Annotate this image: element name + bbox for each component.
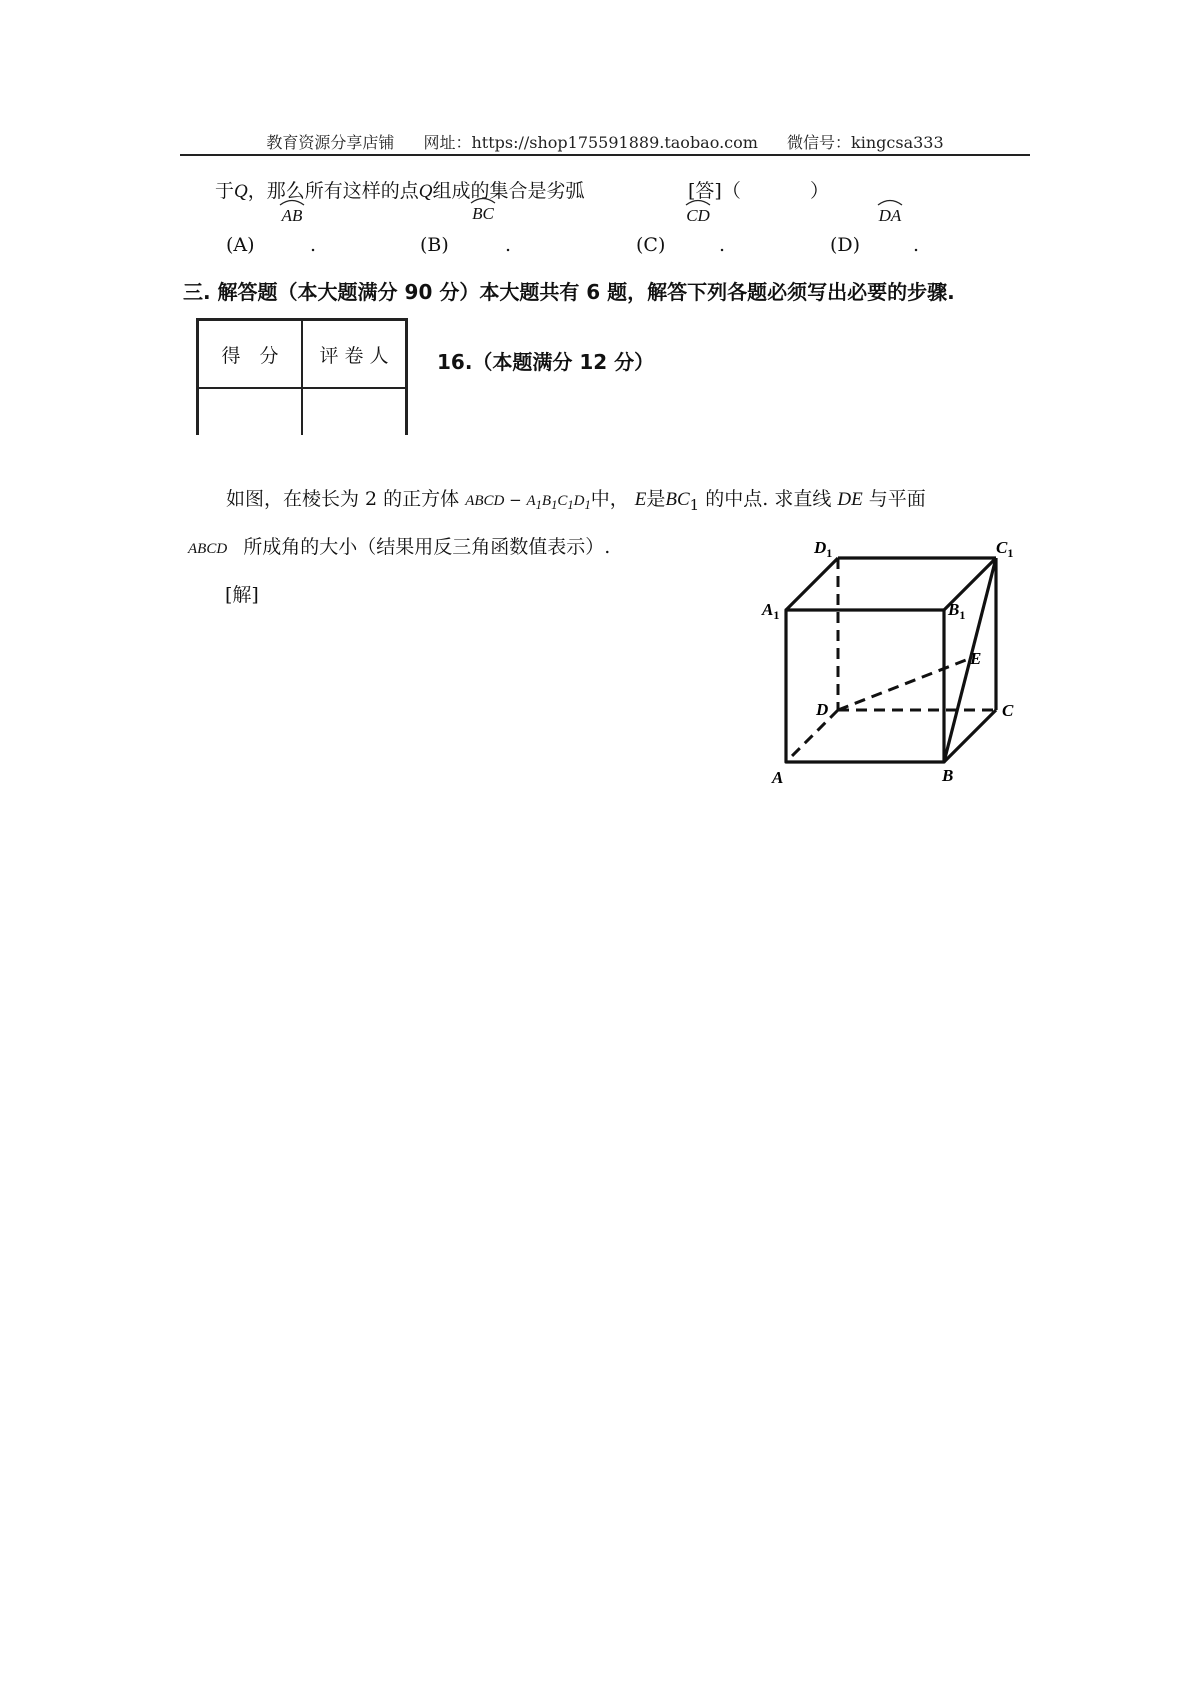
line-de: DE [837, 489, 863, 510]
point-e: E [634, 489, 647, 510]
q16-text-rest: 所成角的大小（结果用反三角函数值表示）. [243, 536, 611, 558]
arc-symbol [278, 198, 306, 206]
option-d-label: (D) [830, 234, 861, 256]
label-d1: $D_1$ [814, 538, 833, 560]
q16-text-is: 是 [646, 488, 666, 510]
q16-text-middle: 中， [590, 488, 629, 510]
grader-header: 评 卷 人 [302, 320, 407, 389]
grader-cell [302, 388, 407, 435]
arc-bc-text: BC [472, 204, 494, 223]
cube-name: ABCD [465, 493, 505, 509]
label-e: E [970, 649, 982, 668]
arc-symbol [876, 198, 904, 206]
wechat-id: 微信号：kingcsa333 [787, 133, 944, 152]
page-header [180, 130, 1030, 153]
label-a1: $A_1$ [762, 600, 780, 622]
q16-text-c: 与平面 [868, 488, 926, 510]
label-a: A [772, 768, 784, 787]
option-c-dot: . [719, 234, 726, 256]
d1-sub: 1 [584, 498, 591, 512]
c1-letter: C [557, 493, 568, 509]
arc-cd [678, 198, 718, 226]
q15-answer-close [810, 176, 829, 203]
c1-sub: 1 [567, 498, 574, 512]
arc-da [870, 198, 910, 226]
option-b-label: (B) [420, 234, 449, 256]
q16-text-b: 的中点. 求直线 [705, 488, 832, 510]
section-title: 三. 解答题（本大题满分 90 分）本大题共有 6 题，解答下列各题必须写出必要的步骤. [183, 280, 955, 304]
q16-text-a: 如图，在棱长为 2 的正方体 [226, 488, 460, 510]
option-a-dot: . [310, 234, 317, 256]
cube-top-face [526, 493, 591, 512]
q15-stem-line [215, 176, 585, 203]
option-d-dot: . [913, 234, 920, 256]
arc-ab-text: AB [281, 206, 303, 225]
a1-sub: 1 [535, 498, 542, 512]
arc-symbol [469, 196, 497, 204]
label-b1: $B_1$ [948, 600, 966, 622]
answer-open: [答]（ [688, 180, 741, 202]
label-c1: $C_1$ [996, 538, 1014, 560]
q16-heading: 16.（本题满分 12 分） [437, 350, 655, 374]
q16-line2 [188, 532, 610, 559]
b1-sub: 1 [551, 498, 558, 512]
cube-figure [760, 535, 1030, 805]
score-cell [198, 388, 303, 435]
score-table [196, 318, 408, 435]
score-header: 得 分 [198, 320, 303, 389]
option-c-label: (C) [636, 234, 666, 256]
q15-text-mid: ，那么所有这样的点 [247, 180, 419, 202]
segment-bc1: BC [665, 489, 690, 510]
cube-dash: − [504, 491, 527, 509]
option-b-dot: . [505, 234, 512, 256]
b1-letter: B [541, 493, 552, 509]
q16-line1 [226, 484, 926, 514]
solution-label: [解] [225, 584, 259, 606]
label-b: B [942, 766, 954, 785]
q15-text-pre: 于 [215, 180, 235, 202]
shop-name: 教育资源分享店铺 [266, 133, 395, 152]
q15-text-post: 组成的集合是劣弧 [432, 180, 585, 202]
a1-letter: A [526, 493, 536, 509]
edge-a1d1 [786, 558, 838, 610]
arc-symbol [684, 198, 712, 206]
arc-da-text: DA [878, 206, 902, 225]
edge-da [786, 710, 838, 762]
q15-point-q: Q [234, 181, 248, 202]
arc-bc [463, 196, 503, 224]
option-a-label: (A) [226, 234, 255, 256]
header-rule [180, 154, 1030, 156]
label-d: D [816, 700, 829, 719]
segment-de [838, 660, 966, 710]
d1-letter: D [573, 493, 585, 509]
q15-point-q2: Q [418, 181, 433, 202]
arc-cd-text: CD [686, 206, 710, 225]
plane-abcd: ABCD [188, 541, 228, 557]
arc-ab [272, 198, 312, 226]
shop-url: 网址：https://shop175591889.taobao.com [423, 133, 758, 152]
bc1-sub: 1 [689, 495, 700, 514]
label-c: C [1002, 701, 1014, 720]
answer-close: ） [810, 180, 830, 202]
